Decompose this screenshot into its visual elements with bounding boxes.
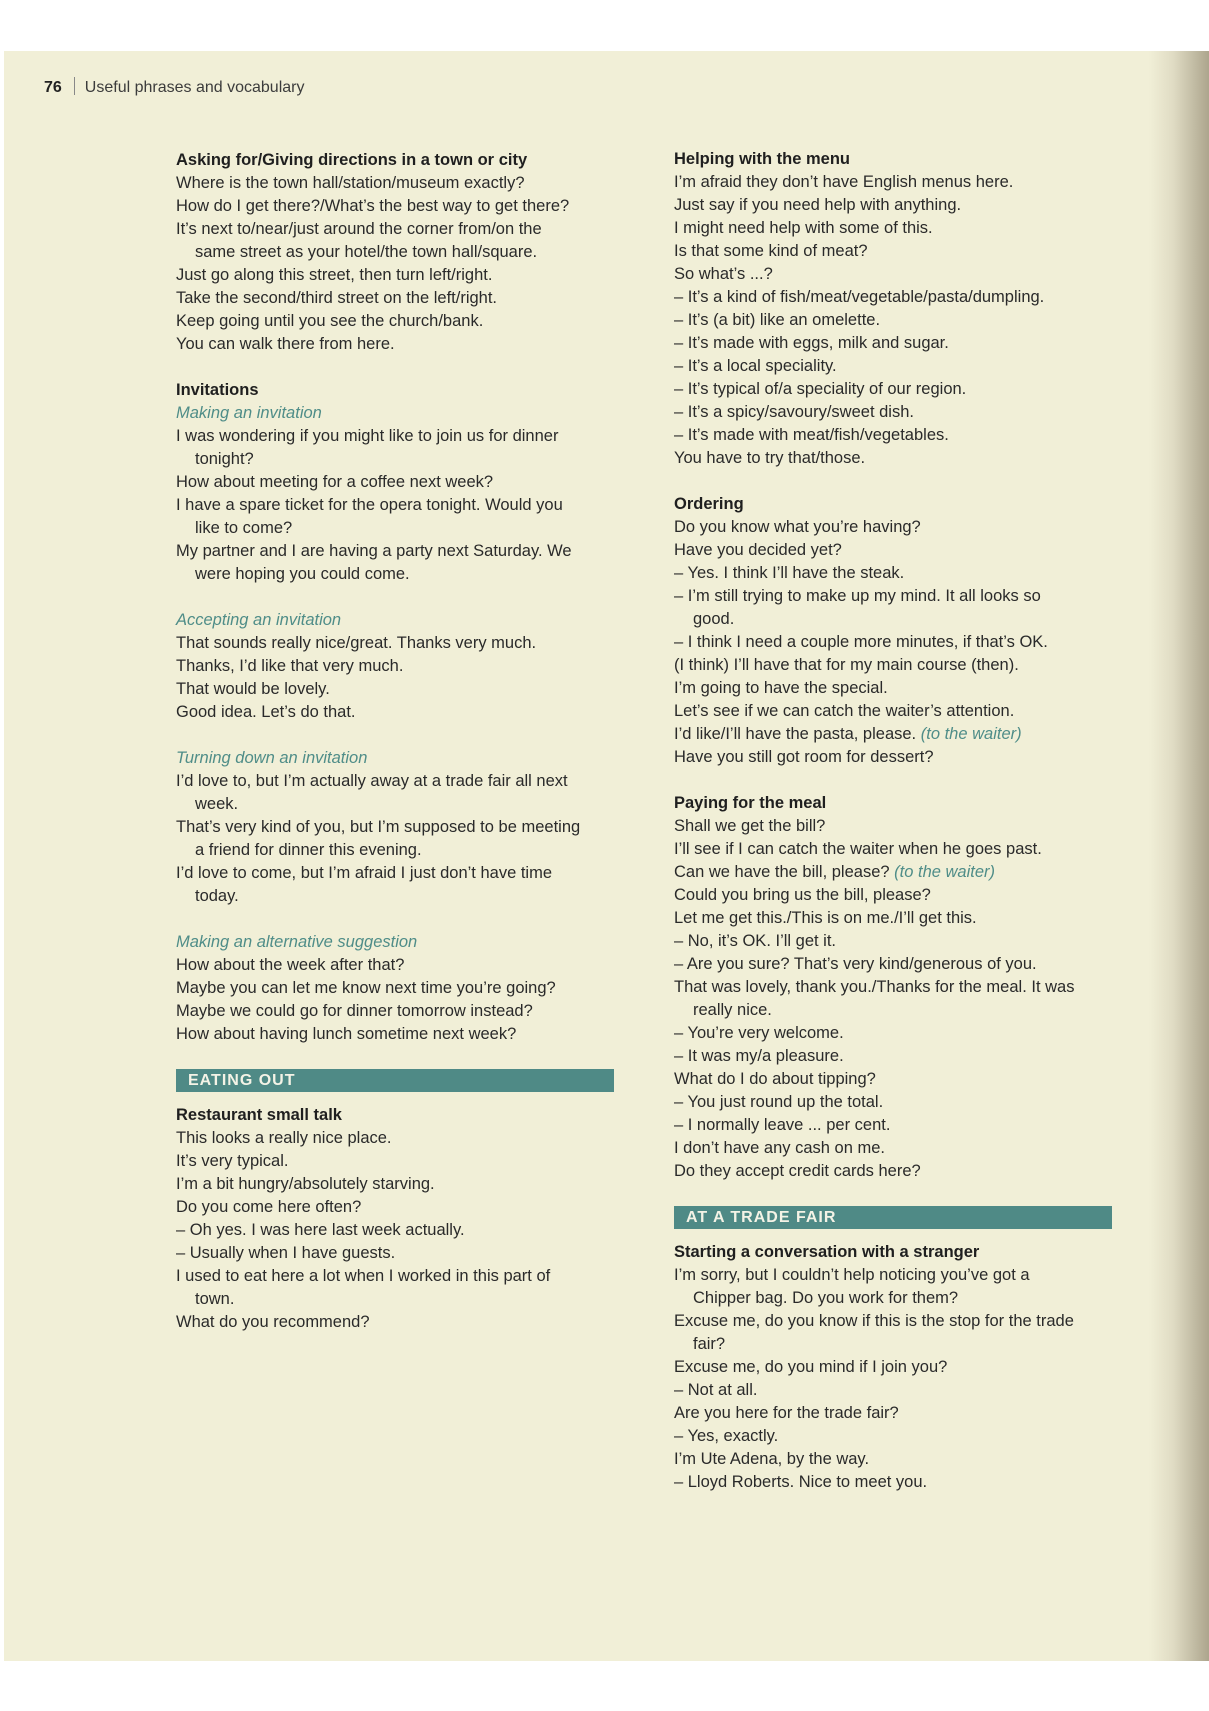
section-ordering [674,493,1124,769]
phrase-line: That’s very kind of you, but I’m supposed to be meeting [176,818,581,836]
section-heading: Invitations [176,381,259,399]
section-trade-fair [674,1206,1124,1494]
phrase-line: I was wondering if you might like to join us for dinner [176,427,559,445]
subsection-heading: Making an alternative suggestion [176,933,418,951]
phrase-line: I don’t have any cash on me. [674,1139,885,1157]
phrase-line: same street as your hotel/the town hall/square. [195,243,538,261]
reply-line: – It’s a spicy/savoury/sweet dish. [674,403,914,421]
section-heading: Starting a conversation with a stranger [674,1243,980,1261]
phrase-line: Where is the town hall/station/museum exactly? [176,174,525,192]
reply-line: – It’s a local speciality. [674,357,837,375]
phrase-line: I’d love to come, but I’m afraid I just don’t have time [176,864,553,882]
phrase-line: I might need help with some of this. [674,219,933,237]
reply-line: good. [693,610,735,628]
phrase-line: Do they accept credit cards here? [674,1162,921,1180]
phrase-text: I’d like/I’ll have the pasta, please. [674,725,917,743]
usage-hint: (to the waiter) [894,863,996,881]
book-spine-shadow [1149,51,1209,1661]
phrase-line: Are you here for the trade fair? [674,1404,899,1422]
reply-line: – I normally leave ... per cent. [674,1116,891,1134]
phrase-line: Have you decided yet? [674,541,842,559]
phrase-line [674,723,1124,746]
reply-line: – Yes. I think I’ll have the steak. [674,564,905,582]
phrase-line: It’s next to/near/just around the corner from/on the [176,220,542,238]
reply-line: – Usually when I have guests. [176,1244,396,1262]
phrase-line: That sounds really nice/great. Thanks very much. [176,634,537,652]
reply-line: – Yes, exactly. [674,1427,779,1445]
phrase-line: My partner and I are having a party next Saturday. We [176,542,572,560]
phrase-line: today. [195,887,239,905]
phrase-line: So what’s ...? [674,265,773,283]
usage-hint: (to the waiter) [920,725,1022,743]
phrase-line: I’m a bit hungry/absolutely starving. [176,1175,435,1193]
phrase-line: I used to eat here a lot when I worked in this part of [176,1267,551,1285]
section-heading: Helping with the menu [674,150,850,168]
phrase-line: I have a spare ticket for the opera tonight. Would you [176,496,563,514]
phrase-line: were hoping you could come. [195,565,410,583]
phrase-line: Take the second/third street on the left/right. [176,289,498,307]
phrase-line: How about meeting for a coffee next week? [176,473,494,491]
phrase-line: week. [195,795,239,813]
phrase-line: Maybe you can let me know next time you’re going? [176,979,556,997]
reply-line: – No, it’s OK. I’ll get it. [674,932,837,950]
phrase-line: Keep going until you see the church/bank. [176,312,484,330]
phrase-line: Good idea. Let’s do that. [176,703,356,721]
phrase-line: What do you recommend? [176,1313,370,1331]
reply-line: – I’m still trying to make up my mind. It all looks so [674,587,1041,605]
reply-line: – It was my/a pleasure. [674,1047,844,1065]
subsection-heading: Turning down an invitation [176,749,368,767]
phrase-line: I’d love to, but I’m actually away at a trade fair all next [176,772,568,790]
section-eating-out [176,1069,626,1334]
reply-line: – Lloyd Roberts. Nice to meet you. [674,1473,928,1491]
phrase-line: Chipper bag. Do you work for them? [693,1289,959,1307]
phrase-line: What do I do about tipping? [674,1070,876,1088]
reply-line: – It’s made with eggs, milk and sugar. [674,334,949,352]
page-header [44,77,304,97]
phrase-line: Is that some kind of meat? [674,242,868,260]
phrase-line: Just say if you need help with anything. [674,196,962,214]
reply-line: – It’s a kind of fish/meat/vegetable/pasta/dumpling. [674,288,1045,306]
phrase-text: Can we have the bill, please? [674,863,890,881]
phrase-line: fair? [693,1335,726,1353]
phrase-line: You can walk there from here. [176,335,395,353]
phrase-line: Could you bring us the bill, please? [674,886,931,904]
page-number: 76 [44,79,62,96]
phrase-line [674,861,1124,884]
reply-line: – Are you sure? That’s very kind/generous of you. [674,955,1037,973]
left-column [176,149,626,1334]
phrase-line: How about the week after that? [176,956,405,974]
page-sheet [4,51,1209,1661]
phrase-line: How about having lunch sometime next week? [176,1025,517,1043]
reply-line: – It’s made with meat/fish/vegetables. [674,426,949,444]
phrase-line: This looks a really nice place. [176,1129,392,1147]
phrase-line: That was lovely, thank you./Thanks for the meal. It was [674,978,1075,996]
section-directions [176,149,626,356]
phrase-line: Do you know what you’re having? [674,518,921,536]
phrase-line: Have you still got room for dessert? [674,748,934,766]
phrase-line: Just go along this street, then turn left/right. [176,266,493,284]
phrase-line: I’m afraid they don’t have English menus here. [674,173,1014,191]
reply-line: – You’re very welcome. [674,1024,844,1042]
eating-out-banner: EATING OUT [176,1069,614,1092]
phrase-line: I’ll see if I can catch the waiter when he goes past. [674,840,1042,858]
reply-line: – Oh yes. I was here last week actually. [176,1221,465,1239]
right-column [674,148,1124,1494]
page-title: Useful phrases and vocabulary [84,79,305,96]
phrase-line: Do you come here often? [176,1198,362,1216]
subsection-heading: Making an invitation [176,404,322,422]
phrase-line: Excuse me, do you mind if I join you? [674,1358,948,1376]
phrase-line: How do I get there?/What’s the best way to get there? [176,197,570,215]
phrase-line: really nice. [693,1001,772,1019]
phrase-line: Excuse me, do you know if this is the stop for the trade [674,1312,1074,1330]
section-heading: Paying for the meal [674,794,827,812]
phrase-line: (I think) I’ll have that for my main course (then). [674,656,1019,674]
subsection-heading: Accepting an invitation [176,611,342,629]
phrase-line: Let me get this./This is on me./I’ll get this. [674,909,977,927]
phrase-line: town. [195,1290,235,1308]
trade-fair-banner: AT A TRADE FAIR [674,1206,1112,1229]
phrase-line: Thanks, I’d like that very much. [176,657,404,675]
section-heading: Restaurant small talk [176,1106,342,1124]
section-invitations [176,379,626,1046]
phrase-line: I’m Ute Adena, by the way. [674,1450,870,1468]
section-paying [674,792,1124,1183]
phrase-line: Maybe we could go for dinner tomorrow instead? [176,1002,533,1020]
phrase-line: You have to try that/those. [674,449,866,467]
reply-line: – Not at all. [674,1381,758,1399]
reply-line: – It’s typical of/a speciality of our region. [674,380,967,398]
phrase-line: tonight? [195,450,254,468]
reply-line: – It’s (a bit) like an omelette. [674,311,881,329]
phrase-line: Shall we get the bill? [674,817,826,835]
section-heading: Ordering [674,495,744,513]
phrase-line: Let’s see if we can catch the waiter’s attention. [674,702,1015,720]
phrase-line: I’m sorry, but I couldn’t help noticing you’ve got a [674,1266,1030,1284]
section-menu [674,148,1124,470]
phrase-line: like to come? [195,519,293,537]
phrase-line: a friend for dinner this evening. [195,841,422,859]
reply-line: – I think I need a couple more minutes, if that’s OK. [674,633,1048,651]
phrase-line: I’m going to have the special. [674,679,888,697]
phrase-line: It’s very typical. [176,1152,289,1170]
section-heading: Asking for/Giving directions in a town or city [176,151,528,169]
reply-line: – You just round up the total. [674,1093,884,1111]
header-divider [74,77,75,95]
phrase-line: That would be lovely. [176,680,330,698]
